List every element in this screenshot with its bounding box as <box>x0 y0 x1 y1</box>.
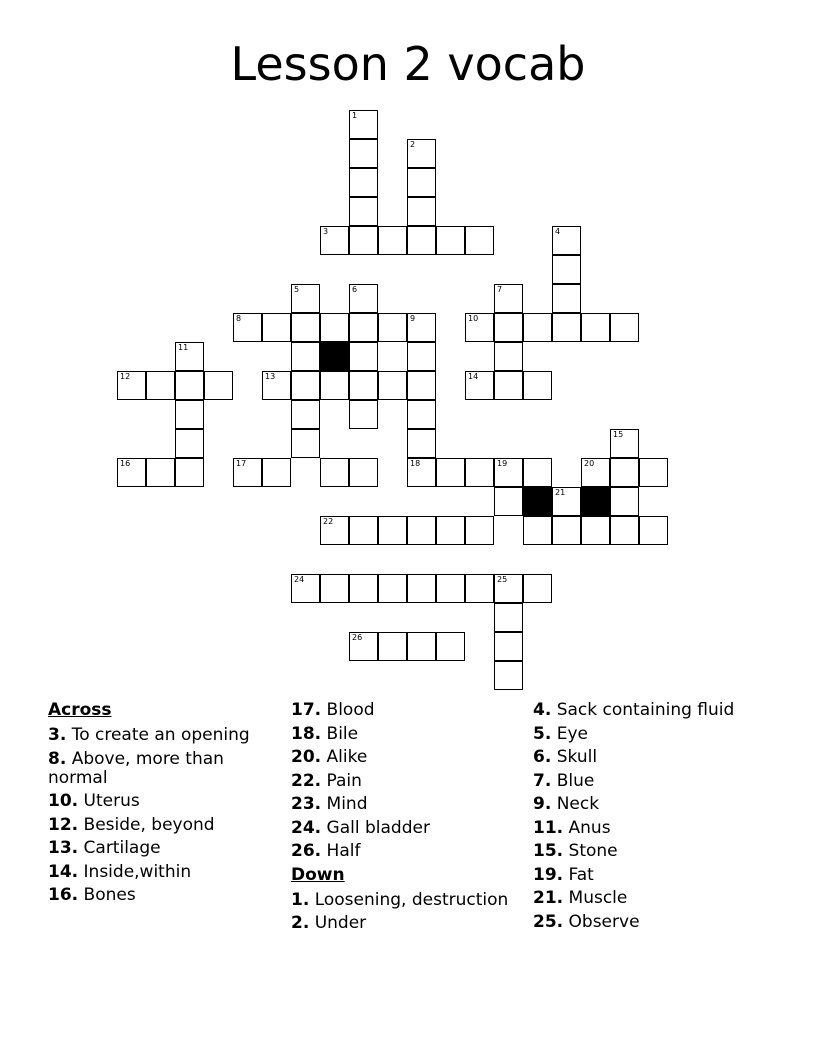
grid-cell[interactable] <box>349 371 378 400</box>
grid-cell[interactable] <box>494 313 523 342</box>
grid-cell[interactable] <box>233 458 262 487</box>
grid-cell[interactable] <box>552 313 581 342</box>
grid-cell[interactable] <box>465 313 494 342</box>
grid-cell[interactable] <box>378 516 407 545</box>
clue-number: 12 <box>120 372 131 381</box>
clue-across-13[interactable]: 13. Cartilage <box>48 838 161 858</box>
grid-cell[interactable] <box>407 168 436 197</box>
clue-across-18[interactable]: 18. Bile <box>291 723 359 744</box>
grid-cell[interactable] <box>175 458 204 487</box>
grid-cell[interactable] <box>378 574 407 603</box>
grid-cell[interactable] <box>523 574 552 603</box>
clue-down-1[interactable]: 1. Loosening, destruction <box>291 889 509 910</box>
grid-cell[interactable] <box>465 516 494 545</box>
grid-cell[interactable] <box>494 574 523 603</box>
grid-cell[interactable] <box>552 255 581 284</box>
grid-cell[interactable] <box>552 226 581 255</box>
grid-cell[interactable] <box>349 458 378 487</box>
grid-cell[interactable] <box>552 516 581 545</box>
grid-cell[interactable] <box>349 110 378 139</box>
grid-cell[interactable] <box>262 371 291 400</box>
clue-number: 9 <box>410 314 416 323</box>
clue-number: 11 <box>178 343 189 352</box>
grid-cell[interactable] <box>407 400 436 429</box>
grid-cell[interactable] <box>175 371 204 400</box>
grid-cell[interactable] <box>291 371 320 400</box>
grid-cell[interactable] <box>494 458 523 487</box>
clue-number: 7 <box>497 285 503 294</box>
clue-across-17[interactable]: 17. Blood <box>291 700 375 720</box>
clue-number: 1 <box>352 111 358 120</box>
grid-cell[interactable] <box>320 371 349 400</box>
grid-cell[interactable] <box>494 487 523 516</box>
grid-cell[interactable] <box>378 632 407 661</box>
clue-column-2 <box>291 701 531 938</box>
clue-number: 18 <box>410 459 421 468</box>
grid-cell[interactable] <box>436 516 465 545</box>
clue-down-25[interactable]: 25. Observe <box>533 911 640 932</box>
clue-number: 17 <box>236 459 247 468</box>
grid-cell[interactable] <box>610 429 639 458</box>
grid-cell[interactable] <box>349 400 378 429</box>
grid-cell[interactable] <box>523 313 552 342</box>
grid-cell[interactable] <box>349 342 378 371</box>
clue-across-10[interactable]: 10. Uterus <box>48 791 140 811</box>
clue-across-20[interactable]: 20. Alike <box>291 747 368 767</box>
grid-cell[interactable] <box>494 603 523 632</box>
grid-cell[interactable] <box>407 458 436 487</box>
grid-cell[interactable] <box>320 313 349 342</box>
grid-cell[interactable] <box>262 458 291 487</box>
clue-across-16[interactable]: 16. Bones <box>48 885 136 905</box>
grid-cell[interactable] <box>407 429 436 458</box>
grid-cell[interactable] <box>378 313 407 342</box>
clue-number: 4 <box>555 227 561 236</box>
grid-cell[interactable] <box>465 574 494 603</box>
grid-cell[interactable] <box>175 342 204 371</box>
grid-cell[interactable] <box>291 313 320 342</box>
grid-cell[interactable] <box>349 139 378 168</box>
clue-number: 19 <box>497 459 508 468</box>
clue-down-15[interactable]: 15. Stone <box>533 841 618 861</box>
clue-number: 20 <box>584 459 595 468</box>
clue-across-26[interactable]: 26. Half <box>291 841 361 861</box>
grid-cell[interactable] <box>291 574 320 603</box>
grid-cell[interactable] <box>465 371 494 400</box>
clue-number: 24 <box>294 575 305 584</box>
grid-cell[interactable] <box>494 632 523 661</box>
grid-cell[interactable] <box>581 313 610 342</box>
clue-number: 26 <box>352 633 363 642</box>
grid-cell[interactable] <box>436 632 465 661</box>
clue-across-24[interactable]: 24. Gall bladder <box>291 817 430 838</box>
grid-cell[interactable] <box>291 400 320 429</box>
clue-across-14[interactable]: 14. Inside,within <box>48 861 192 882</box>
grid-cell[interactable] <box>494 284 523 313</box>
clue-number: 21 <box>555 488 566 497</box>
grid-cell[interactable] <box>436 574 465 603</box>
clue-down-5[interactable]: 5. Eye <box>533 723 588 744</box>
grid-cell[interactable] <box>320 516 349 545</box>
grid-cell[interactable] <box>291 342 320 371</box>
clue-column-3 <box>533 701 773 936</box>
grid-cell[interactable] <box>610 313 639 342</box>
grid-cell[interactable] <box>436 458 465 487</box>
grid-cell[interactable] <box>349 574 378 603</box>
clue-number: 6 <box>352 285 358 294</box>
grid-cell[interactable] <box>494 371 523 400</box>
grid-cell[interactable] <box>407 226 436 255</box>
clue-across-3[interactable]: 3. To create an opening <box>48 725 250 745</box>
grid-cell[interactable] <box>146 371 175 400</box>
grid-cell[interactable] <box>610 487 639 516</box>
grid-block <box>320 342 349 371</box>
clue-across-12[interactable]: 12. Beside, beyond <box>48 814 215 835</box>
clue-number: 5 <box>294 285 300 294</box>
grid-cell[interactable] <box>407 197 436 226</box>
grid-cell[interactable] <box>349 313 378 342</box>
grid-cell[interactable] <box>291 429 320 458</box>
grid-cell[interactable] <box>407 632 436 661</box>
grid-cell[interactable] <box>204 371 233 400</box>
grid-cell[interactable] <box>465 458 494 487</box>
page-title: Lesson 2 vocab <box>230 37 586 91</box>
grid-cell[interactable] <box>523 458 552 487</box>
clue-down-6[interactable]: 6. Skull <box>533 747 598 767</box>
grid-cell[interactable] <box>610 516 639 545</box>
grid-cell[interactable] <box>407 139 436 168</box>
clue-number: 16 <box>120 459 131 468</box>
clue-number: 25 <box>497 575 508 584</box>
grid-cell[interactable] <box>639 458 668 487</box>
across-heading: Across <box>48 700 112 720</box>
clue-number: 2 <box>410 140 416 149</box>
clue-number: 14 <box>468 372 479 381</box>
grid-cell[interactable] <box>407 342 436 371</box>
grid-cell[interactable] <box>523 516 552 545</box>
grid-block <box>581 487 610 516</box>
grid-cell[interactable] <box>349 516 378 545</box>
clue-across-23[interactable]: 23. Mind <box>291 794 368 814</box>
clue-down-19[interactable]: 19. Fat <box>533 864 594 885</box>
grid-cell[interactable] <box>117 371 146 400</box>
clue-number: 13 <box>265 372 276 381</box>
clue-number: 8 <box>236 314 242 323</box>
grid-cell[interactable] <box>494 342 523 371</box>
clue-number: 3 <box>323 227 329 236</box>
clue-across-8[interactable]: 8. Above, more than normal <box>48 748 224 788</box>
clue-across-22[interactable]: 22. Pain <box>291 770 362 791</box>
down-heading: Down <box>291 864 345 885</box>
grid-cell[interactable] <box>552 284 581 313</box>
clue-number: 15 <box>613 430 624 439</box>
grid-cell[interactable] <box>610 458 639 487</box>
grid-cell[interactable] <box>494 661 523 690</box>
grid-block <box>523 487 552 516</box>
grid-cell[interactable] <box>407 574 436 603</box>
clue-column-1 <box>48 701 288 910</box>
grid-cell[interactable] <box>378 371 407 400</box>
grid-cell[interactable] <box>436 226 465 255</box>
grid-cell[interactable] <box>175 400 204 429</box>
grid-cell[interactable] <box>465 226 494 255</box>
grid-cell[interactable] <box>552 487 581 516</box>
grid-cell[interactable] <box>146 458 175 487</box>
grid-cell[interactable] <box>320 458 349 487</box>
grid-cell[interactable] <box>581 458 610 487</box>
clue-down-7[interactable]: 7. Blue <box>533 770 595 791</box>
grid-cell[interactable] <box>523 371 552 400</box>
grid-cell[interactable] <box>233 313 262 342</box>
grid-cell[interactable] <box>639 516 668 545</box>
grid-cell[interactable] <box>349 197 378 226</box>
grid-cell[interactable] <box>320 574 349 603</box>
clue-down-11[interactable]: 11. Anus <box>533 817 611 838</box>
grid-cell[interactable] <box>581 516 610 545</box>
grid-cell[interactable] <box>175 429 204 458</box>
grid-cell[interactable] <box>407 313 436 342</box>
grid-cell[interactable] <box>349 168 378 197</box>
clue-number: 22 <box>323 517 334 526</box>
grid-cell[interactable] <box>407 516 436 545</box>
grid-cell[interactable] <box>291 284 320 313</box>
grid-cell[interactable] <box>407 371 436 400</box>
grid-cell[interactable] <box>349 226 378 255</box>
clue-down-2[interactable]: 2. Under <box>291 913 367 933</box>
clue-down-4[interactable]: 4. Sack containing fluid <box>533 700 735 720</box>
grid-cell[interactable] <box>378 226 407 255</box>
clue-down-21[interactable]: 21. Muscle <box>533 888 628 908</box>
grid-cell[interactable] <box>349 284 378 313</box>
clue-down-9[interactable]: 9. Neck <box>533 794 600 814</box>
grid-cell[interactable] <box>117 458 146 487</box>
clue-number: 10 <box>468 314 479 323</box>
grid-cell[interactable] <box>262 313 291 342</box>
grid-cell[interactable] <box>320 226 349 255</box>
grid-cell[interactable] <box>349 632 378 661</box>
